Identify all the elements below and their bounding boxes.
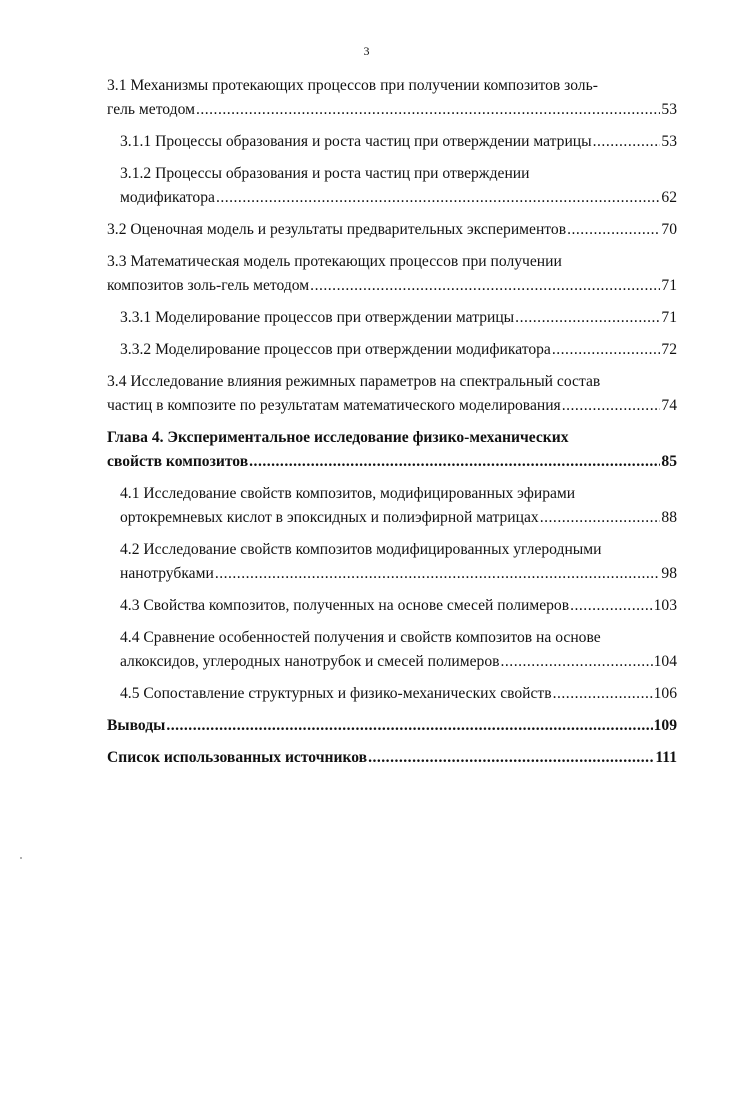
leader-dots [310,274,660,298]
toc-page-number: 98 [661,565,677,582]
toc-entry-chapter-4[interactable] [107,426,677,474]
scan-speck [20,857,22,859]
toc-entry-title: Выводы [107,717,166,734]
toc-entry-3-3-1[interactable] [107,306,677,330]
page-number: 3 [363,44,370,58]
leader-dots [515,306,660,330]
toc-entry-title: свойств композитов [107,453,249,470]
toc-entry-title-line: 3.1 Механизмы протекающих процессов при получении композитов золь- [107,77,598,94]
toc-page-number: 74 [661,397,677,414]
toc-page-number: 111 [655,749,677,766]
toc-entry-3-1-2[interactable] [107,162,677,210]
toc-entry-title: нанотрубками [120,565,214,582]
toc-entry-title-line: 3.3 Математическая модель протекающих процессов при получении [107,253,562,270]
toc-entry-title: 3.3.1 Моделирование процессов при отверждении матрицы [120,309,515,326]
toc-entry-4-3[interactable] [107,594,677,618]
leader-dots [570,594,653,618]
toc-page-number: 104 [653,653,677,670]
toc-entry-title: Список использованных источников [107,749,368,766]
leader-dots [249,450,660,474]
toc-page-number: 71 [661,309,677,326]
toc-entry-title: частиц в композите по результатам математического моделирования [107,397,561,414]
toc-entry-title-line: 3.4 Исследование влияния режимных параметров на спектральный состав [107,373,601,390]
toc-entry-title: алкоксидов, углеродных нанотрубок и смесей полимеров [120,653,500,670]
toc-page-number: 109 [653,717,677,734]
toc-entry-4-2[interactable] [107,538,677,586]
leader-dots [553,682,653,706]
toc-page-number: 62 [661,189,677,206]
toc-entry-title: композитов золь-гель методом [107,277,310,294]
leader-dots [552,338,661,362]
leader-dots [540,506,661,530]
toc-page-number: 85 [661,453,677,470]
leader-dots [215,562,661,586]
table-of-contents [107,74,677,778]
toc-entry-4-4[interactable] [107,626,677,674]
toc-page-number: 70 [661,221,677,238]
toc-entry-3-3[interactable] [107,250,677,298]
toc-page-number: 71 [661,277,677,294]
toc-entry-3-1[interactable] [107,74,677,122]
toc-page-number: 106 [653,685,677,702]
toc-entry-3-3-2[interactable] [107,338,677,362]
toc-entry-4-1[interactable] [107,482,677,530]
leader-dots [368,746,654,770]
leader-dots [196,98,660,122]
toc-entry-title: 3.3.2 Моделирование процессов при отверждении модификатора [120,341,551,358]
leader-dots [216,186,660,210]
toc-entry-4-5[interactable] [107,682,677,706]
toc-entry-title: 4.5 Сопоставление структурных и физико-механических свойств [120,685,552,702]
toc-entry-title: 4.3 Свойства композитов, полученных на основе смесей полимеров [120,597,570,614]
toc-entry-references[interactable] [107,746,677,770]
toc-entry-title: 3.2 Оценочная модель и результаты предварительных экспериментов [107,221,567,238]
leader-dots [501,650,653,674]
toc-page-number: 88 [661,509,677,526]
toc-entry-title-line: 4.1 Исследование свойств композитов, модифицированных эфирами [120,485,576,502]
toc-entry-title-line: 3.1.2 Процессы образования и роста частиц при отверждении [120,165,530,182]
leader-dots [166,714,652,738]
toc-entry-title: гель методом [107,101,195,118]
toc-entry-title-line: Глава 4. Экспериментальное исследование физико-механических [107,429,569,446]
toc-entry-title-line: 4.4 Сравнение особенностей получения и свойств композитов на основе [120,629,601,646]
toc-entry-3-1-1[interactable] [107,130,677,154]
leader-dots [567,218,660,242]
toc-entry-3-2[interactable] [107,218,677,242]
toc-entry-conclusions[interactable] [107,714,677,738]
toc-entry-title: ортокремневых кислот в эпоксидных и полиэфирной матрицах [120,509,539,526]
toc-page-number: 72 [661,341,677,358]
toc-entry-title-line: 4.2 Исследование свойств композитов модифицированных углеродными [120,541,602,558]
toc-entry-title: модификатора [120,189,215,206]
leader-dots [593,130,661,154]
toc-page-number: 103 [653,597,677,614]
leader-dots [562,394,661,418]
toc-page-number: 53 [661,101,677,118]
toc-page-number: 53 [661,133,677,150]
toc-entry-3-4[interactable] [107,370,677,418]
toc-entry-title: 3.1.1 Процессы образования и роста частиц при отверждении матрицы [120,133,592,150]
